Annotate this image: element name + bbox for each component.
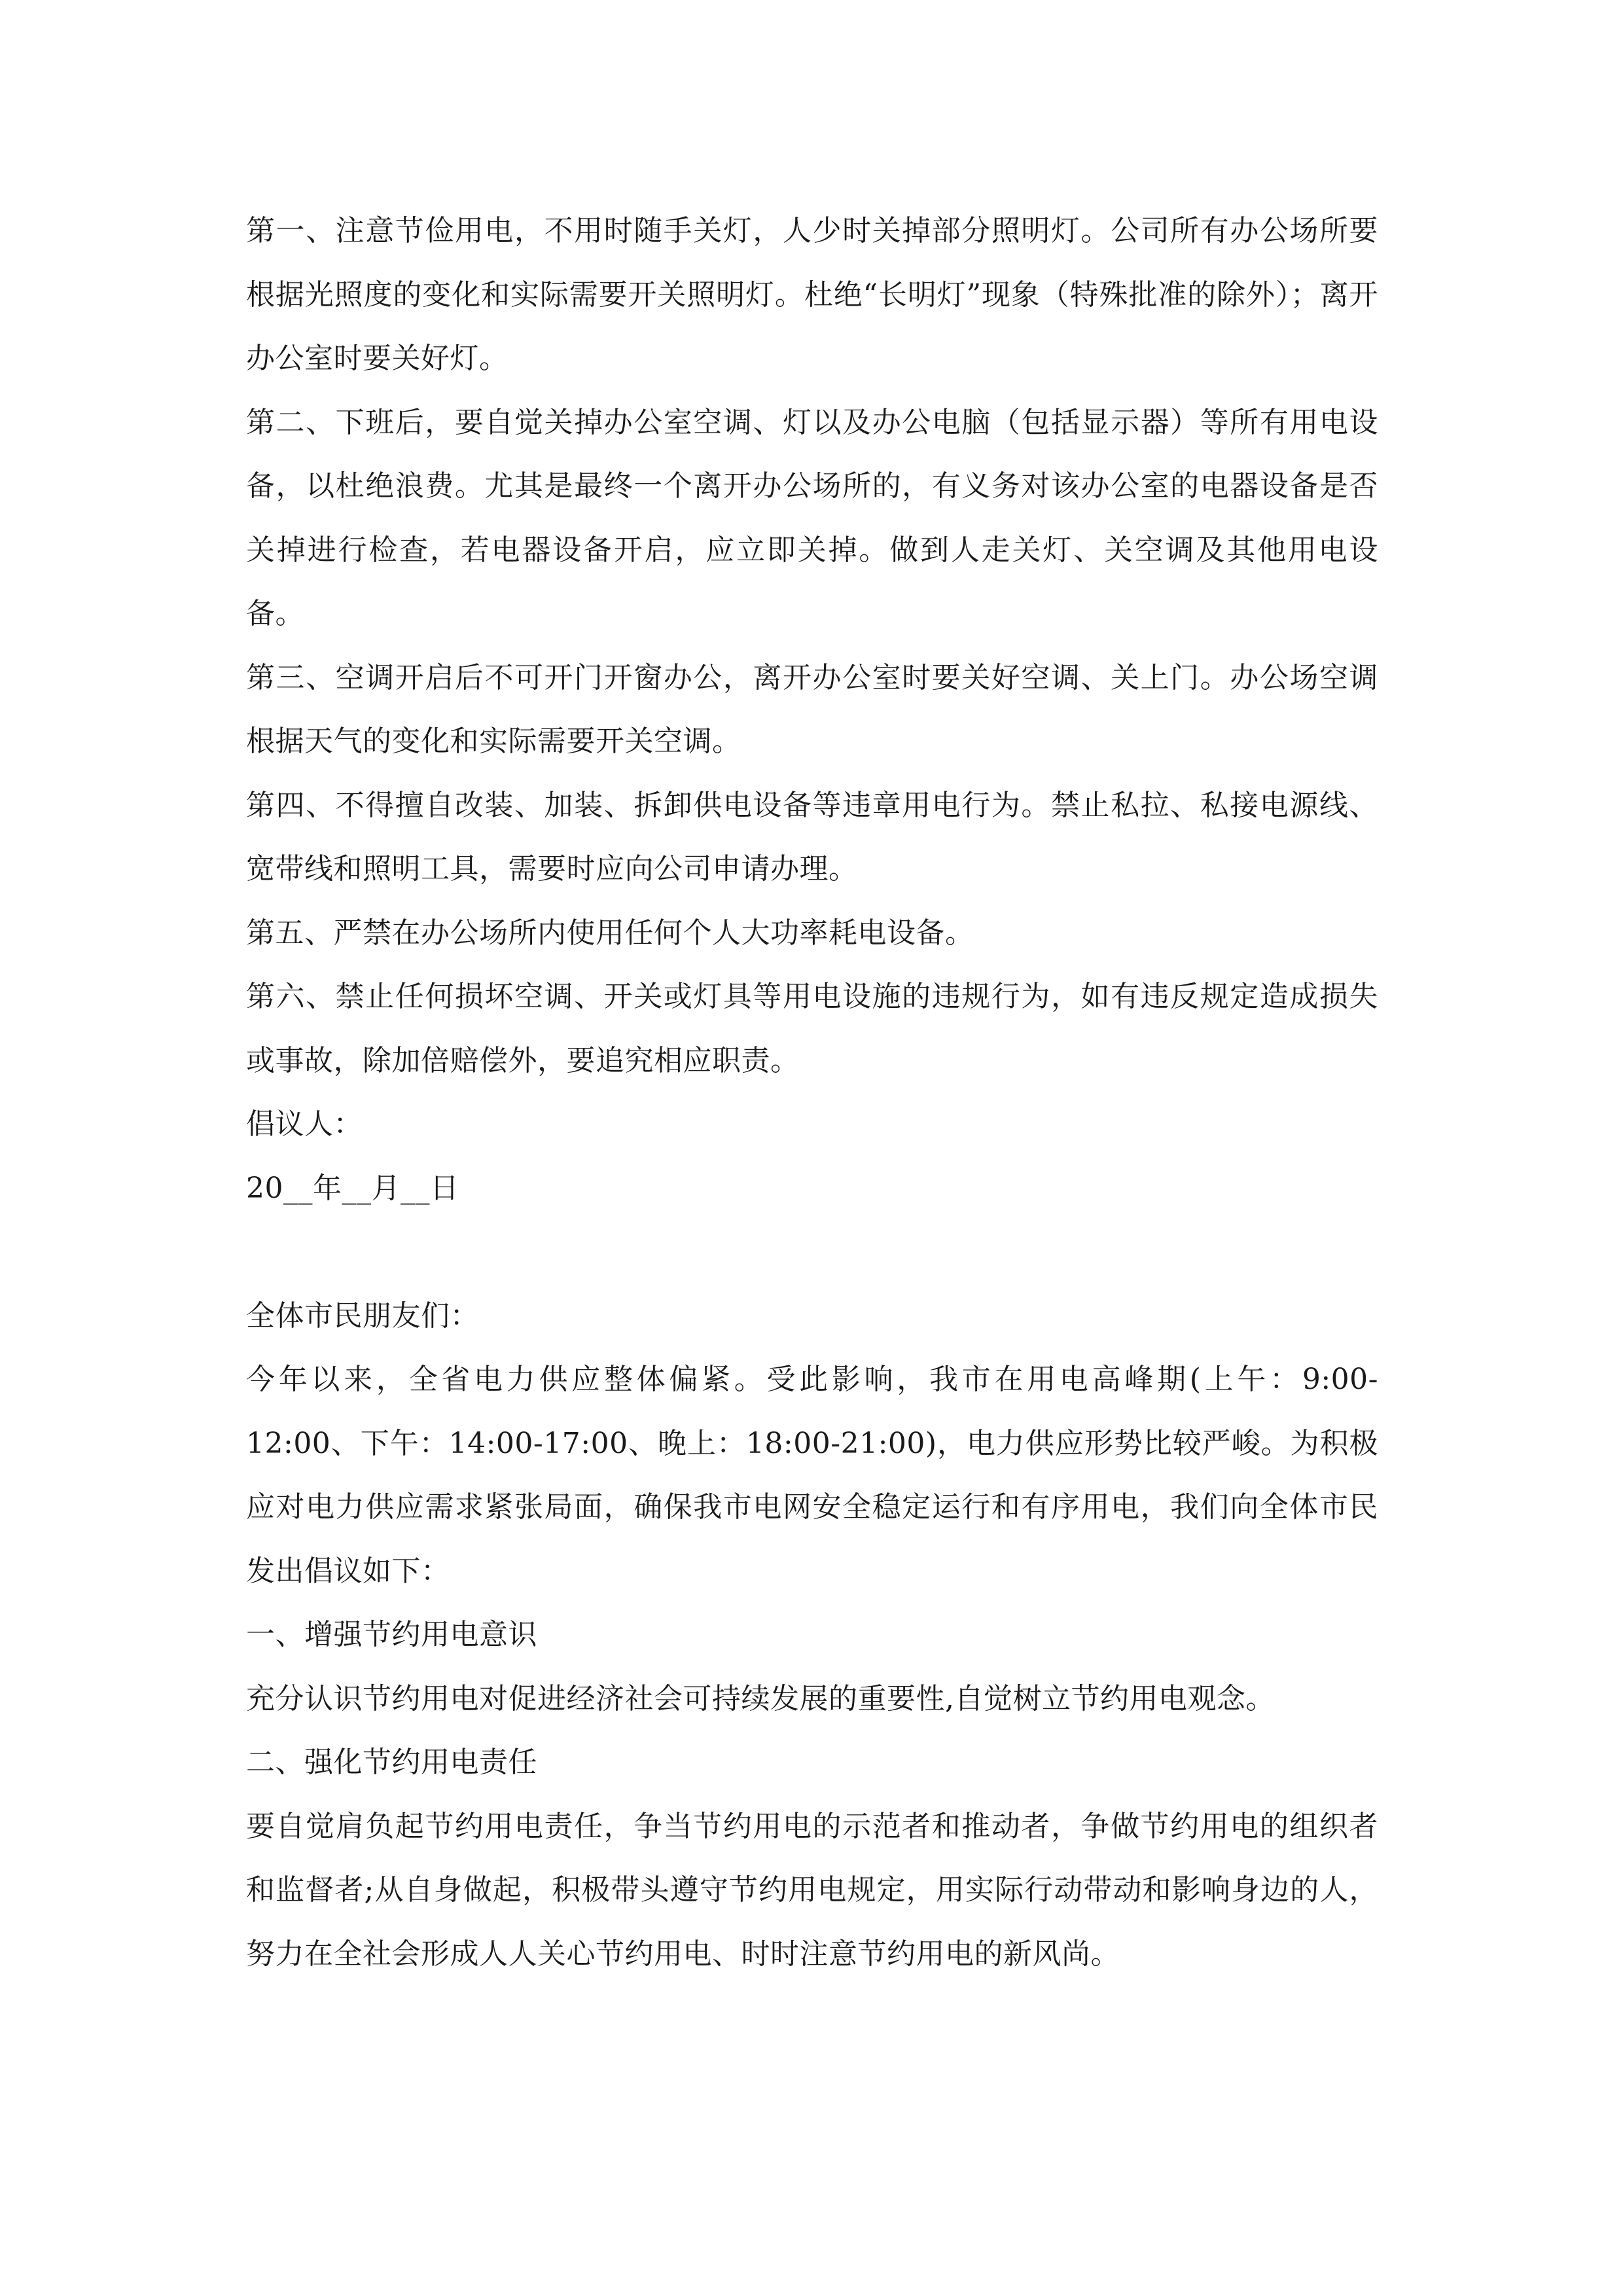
- rule-paragraph-4: 第四、不得擅自改装、加装、拆卸供电设备等违章用电行为。禁止私拉、私接电源线、宽带线和照明工具，需要时应向公司申请办理。: [246, 788, 1378, 886]
- section-spacer: [246, 1220, 1378, 1284]
- initiator-label: 倡议人：: [246, 1107, 363, 1141]
- intro-paragraph: 今年以来，全省电力供应整体偏紧。受此影响，我市在用电高峰期(上午：9:00-12:00、下午：14:00-17:00、晚上：18:00-21:00)，电力供应形势比较严峻。为积极应对电力供应需求紧张局面，确保我市电网安全稳定运行和有序用电，我们向全体市民发出倡议如下：: [246, 1363, 1378, 1588]
- rule-paragraph-3: 第三、空调开启后不可开门开窗办公，离开办公室时要关好空调、关上门。办公场空调根据天气的变化和实际需要开关空调。: [246, 660, 1378, 758]
- body-paragraph-1: 充分认识节约用电对促进经济社会可持续发展的重要性,自觉树立节约用电观念。: [246, 1681, 1275, 1715]
- date-line: 20__年__月__日: [246, 1171, 459, 1205]
- body-paragraph-2: 要自觉肩负起节约用电责任，争当节约用电的示范者和推动者，争做节约用电的组织者和监督者;从自身做起，积极带头遵守节约用电规定，用实际行动带动和影响身边的人，努力在全社会形成人人关心节约用电、时时注意节约用电的新风尚。: [246, 1809, 1378, 1971]
- document-body: [246, 199, 1378, 1986]
- greeting: 全体市民朋友们：: [246, 1299, 479, 1333]
- rule-paragraph-1: 第一、注意节俭用电，不用时随手关灯，人少时关掉部分照明灯。公司所有办公场所要根据光照度的变化和实际需要开关照明灯。杜绝“长明灯”现象（特殊批准的除外）；离开办公室时要关好灯。: [246, 214, 1378, 375]
- rule-paragraph-5: 第五、严禁在办公场所内使用任何个人大功率耗电设备。: [246, 916, 974, 950]
- heading-2: 二、强化节约用电责任: [246, 1746, 537, 1779]
- rule-paragraph-6: 第六、禁止任何损坏空调、开关或灯具等用电设施的违规行为，如有违反规定造成损失或事故，除加倍赔偿外，要追究相应职责。: [246, 980, 1378, 1077]
- rule-paragraph-2: 第二、下班后，要自觉关掉办公室空调、灯以及办公电脑（包括显示器）等所有用电设备，以杜绝浪费。尤其是最终一个离开办公场所的，有义务对该办公室的电器设备是否关掉进行检查，若电器设备开启，应立即关掉。做到人走关灯、关空调及其他用电设备。: [246, 405, 1378, 630]
- heading-1: 一、增强节约用电意识: [246, 1618, 537, 1651]
